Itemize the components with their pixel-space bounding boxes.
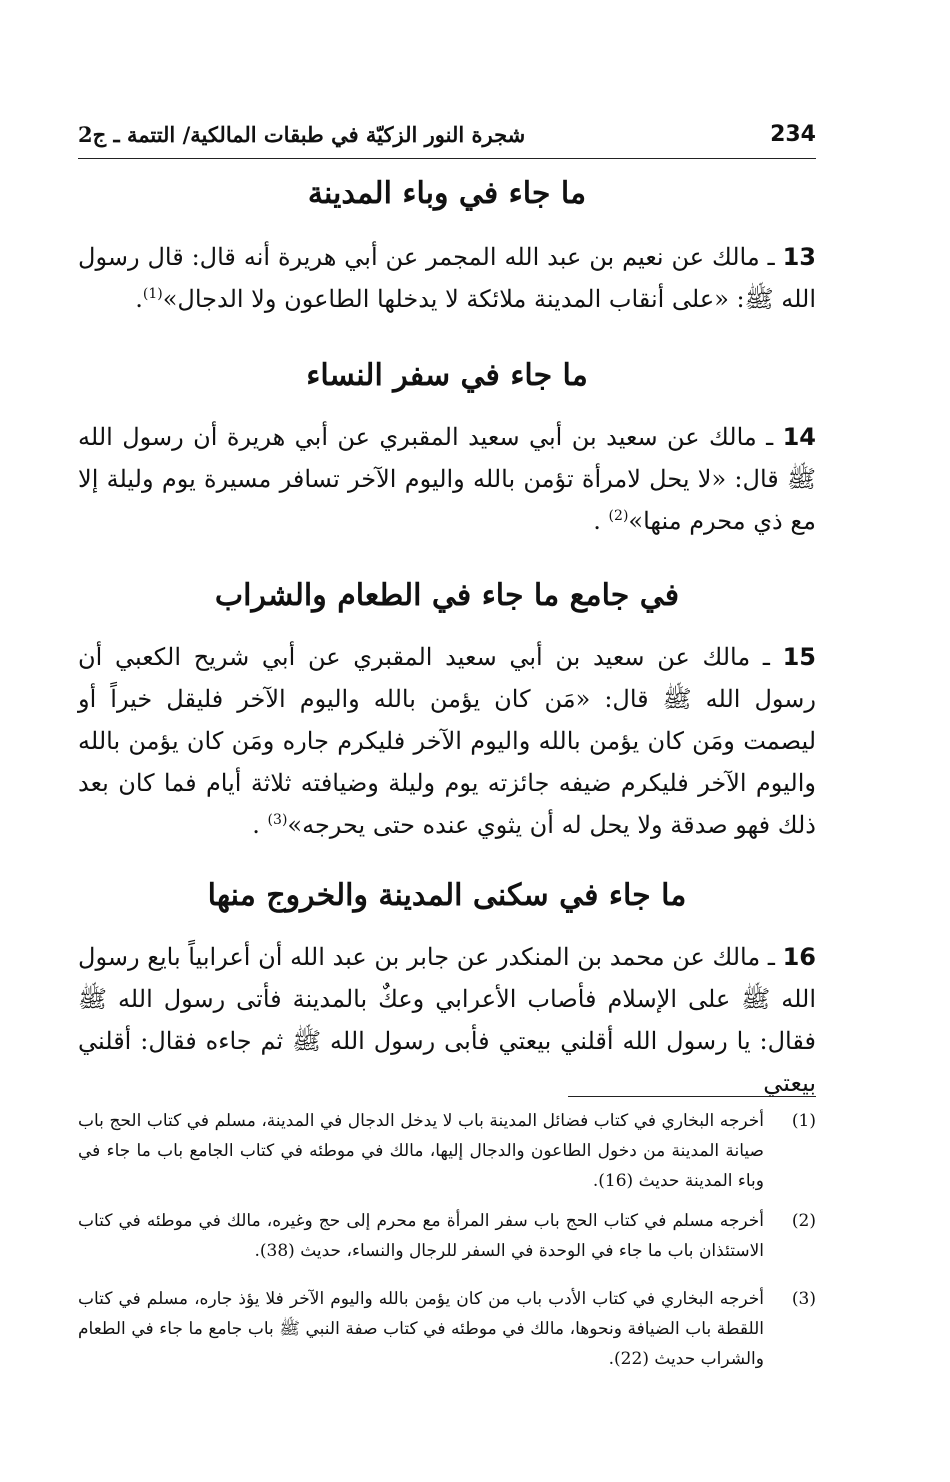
hadith-text: ـ مالك عن سعيد بن أبي سعيد المقبري عن أبي شريح الكعبي أن رسول الله ﷺ قال: «مَن كان يؤمن بالله واليوم الآخر فليقل خيراً أو ليصمت ومَن كان يؤمن بالله واليوم الآخر فليكرم جاره ومَن كان يؤمن بالله واليوم الآخر فليكرم ضيفه جائزته يوم وليلة وضيافته ثلاثة أيام فما كان بعد ذلك فهو صدقة ولا يحل له أن يثوي عنده حتى يحرجه»: [78, 643, 816, 839]
footnote-3: [78, 1284, 816, 1374]
section-title-14: ما جاء في سفر النساء: [306, 358, 588, 393]
footnote-text: أخرجه البخاري في كتاب فضائل المدينة باب لا يدخل الدجال في المدينة، مسلم في كتاب الحج باب صيانة المدينة من دخول الطاعون والدجال إليها، مالك في موطئه في كتاب الجامع باب ما جاء في وباء المدينة حديث (16).: [78, 1111, 764, 1191]
hadith-number: 13: [782, 243, 816, 271]
hadith-number: 14: [782, 423, 816, 451]
section-title-15: في جامع ما جاء في الطعام والشراب: [214, 578, 680, 613]
section-title-13: ما جاء في وباء المدينة: [307, 176, 587, 211]
footnote-ref[interactable]: (1): [142, 286, 163, 302]
hadith-15: [78, 636, 816, 846]
footnote-text: أخرجه البخاري في كتاب الأدب باب من كان يؤمن بالله واليوم الآخر فلا يؤذ جاره، مسلم في كتاب اللقطة باب الضيافة ونحوها، مالك في موطئه في كتاب صفة النبي ﷺ باب جامع ما جاء في الطعام والشراب حديث (22).: [78, 1289, 764, 1369]
footnote-mark: (2): [791, 1211, 816, 1231]
footnote-1: [78, 1106, 816, 1196]
footnote-mark: (1): [791, 1111, 816, 1131]
page-header: [78, 118, 816, 159]
hadith-end: .: [252, 811, 268, 839]
footnote-ref[interactable]: (2): [608, 508, 629, 524]
hadith-number: 15: [782, 643, 816, 671]
footnote-2: [78, 1206, 816, 1266]
hadith-number: 16: [782, 943, 816, 971]
page-number: 234: [770, 122, 816, 147]
footnote-divider: [568, 1096, 816, 1097]
hadith-text: ـ مالك عن محمد بن المنكدر عن جابر بن عبد الله أن أعرابياً بايع رسول الله ﷺ على الإسلام فأصاب الأعرابي وعكٌ بالمدينة فأتى رسول الله ﷺ فقال: يا رسول الله أقلني بيعتي فأبى رسول الله ﷺ ثم جاءه فقال: أقلني بيعتي: [78, 943, 816, 1097]
hadith-14: [78, 416, 816, 542]
hadith-end: .: [593, 507, 609, 535]
hadith-16: [78, 936, 816, 1104]
section-title-16: ما جاء في سكنى المدينة والخروج منها: [207, 878, 687, 913]
footnote-mark: (3): [791, 1289, 816, 1309]
hadith-text: ـ مالك عن نعيم بن عبد الله المجمر عن أبي هريرة أنه قال: قال رسول الله ﷺ: «على أنقاب المدينة ملائكة لا يدخلها الطاعون ولا الدجال»: [78, 243, 816, 313]
footnote-text: أخرجه مسلم في كتاب الحج باب سفر المرأة مع محرم إلى حج وغيره، مالك في موطئه في كتاب الاستئذان باب ما جاء في الوحدة في السفر للرجال والنساء، حديث (38).: [78, 1211, 764, 1261]
footnote-ref[interactable]: (3): [267, 812, 288, 828]
hadith-13: [78, 236, 816, 320]
hadith-end: .: [135, 285, 143, 313]
running-title: شجرة النور الزكيّة في طبقات المالكية/ التتمة ـ ج2: [78, 122, 526, 147]
hadith-text: ـ مالك عن سعيد بن أبي سعيد المقبري عن أبي هريرة أن رسول الله ﷺ قال: «لا يحل لامرأة تؤمن بالله واليوم الآخر تسافر مسيرة يوم وليلة إلا مع ذي محرم منها»: [78, 423, 816, 535]
